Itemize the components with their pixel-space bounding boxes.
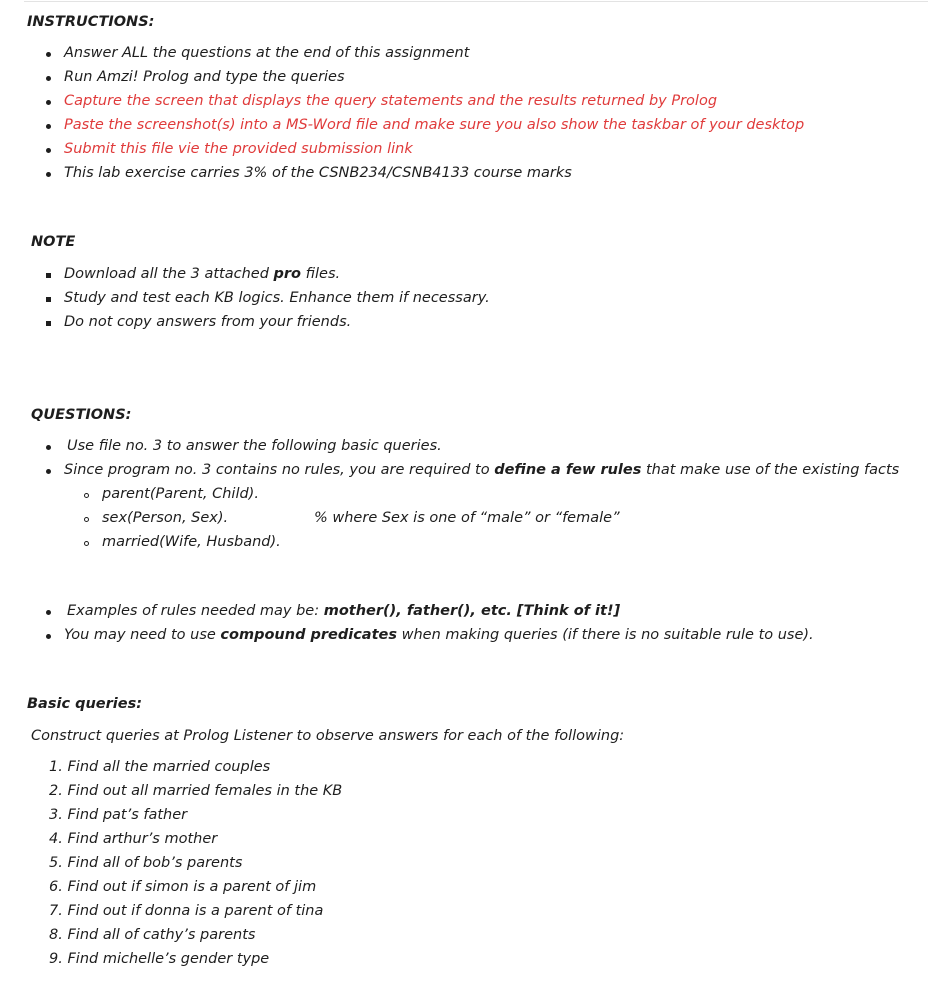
sex-comment: % where Sex is one of “male” or “female” xyxy=(314,510,620,526)
square-bullet-icon xyxy=(46,321,51,326)
instruction-item: This lab exercise carries 3% of the CSNB234/CSNB4133 course marks xyxy=(64,165,572,181)
note-item: Do not copy answers from your friends. xyxy=(64,314,352,330)
basic-queries-intro: Construct queries at Prolog Listener to observe answers for each of the following: xyxy=(31,728,625,744)
instruction-item: Paste the screenshot(s) into a MS-Word file and make sure you also show the taskbar of your desktop xyxy=(64,117,805,133)
circle-bullet-icon xyxy=(84,517,89,522)
bullet-icon xyxy=(46,100,51,105)
rule-examples-emphasis: mother(), father(), etc. [Think of it!] xyxy=(323,603,621,619)
query-item: 6. Find out if simon is a parent of jim xyxy=(49,879,317,895)
question-item: Examples of rules needed may be: mother(), father(), etc. [Think of it!] xyxy=(67,603,621,619)
bullet-icon xyxy=(46,610,51,615)
note-item: Download all the 3 attached pro files. xyxy=(64,266,341,282)
bullet-icon xyxy=(46,469,51,474)
query-item: 7. Find out if donna is a parent of tina xyxy=(49,903,324,919)
query-item: 3. Find pat’s father xyxy=(49,807,188,823)
pro-emphasis: pro xyxy=(273,266,302,282)
circle-bullet-icon xyxy=(84,493,89,498)
instruction-item: Capture the screen that displays the query statements and the results returned by Prolog xyxy=(64,93,718,109)
define-rules-emphasis: define a few rules xyxy=(494,462,642,478)
square-bullet-icon xyxy=(46,297,51,302)
fact-item: married(Wife, Husband). xyxy=(102,534,281,550)
note-heading: NOTE xyxy=(31,234,76,250)
bullet-icon xyxy=(46,76,51,81)
question-item: You may need to use compound predicates when making queries (if there is no suitable rule to use). xyxy=(64,627,814,643)
bullet-icon xyxy=(46,52,51,57)
query-item: 1. Find all the married couples xyxy=(49,759,271,775)
instruction-item: Answer ALL the questions at the end of this assignment xyxy=(64,45,470,61)
bullet-icon xyxy=(46,124,51,129)
circle-bullet-icon xyxy=(84,541,89,546)
top-divider xyxy=(24,1,928,2)
fact-item: sex(Person, Sex). xyxy=(102,510,229,526)
compound-predicates-emphasis: compound predicates xyxy=(220,627,397,643)
question-item: Since program no. 3 contains no rules, you are required to define a few rules that make use of the existing facts xyxy=(64,462,900,478)
fact-item: parent(Parent, Child). xyxy=(102,486,259,502)
bullet-icon xyxy=(46,445,51,450)
bullet-icon xyxy=(46,148,51,153)
instruction-item: Run Amzi! Prolog and type the queries xyxy=(64,69,345,85)
query-item: 2. Find out all married females in the KB xyxy=(49,783,343,799)
instruction-item: Submit this file vie the provided submission link xyxy=(64,141,413,157)
questions-heading: QUESTIONS: xyxy=(31,407,132,423)
bullet-icon xyxy=(46,172,51,177)
basic-queries-heading: Basic queries: xyxy=(27,696,143,712)
instructions-heading: INSTRUCTIONS: xyxy=(27,14,155,30)
query-item: 9. Find michelle’s gender type xyxy=(49,951,270,967)
note-item: Study and test each KB logics. Enhance them if necessary. xyxy=(64,290,490,306)
square-bullet-icon xyxy=(46,273,51,278)
bullet-icon xyxy=(46,634,51,639)
question-item: Use file no. 3 to answer the following basic queries. xyxy=(67,438,442,454)
query-item: 5. Find all of bob’s parents xyxy=(49,855,243,871)
query-item: 4. Find arthur’s mother xyxy=(49,831,218,847)
query-item: 8. Find all of cathy’s parents xyxy=(49,927,256,943)
